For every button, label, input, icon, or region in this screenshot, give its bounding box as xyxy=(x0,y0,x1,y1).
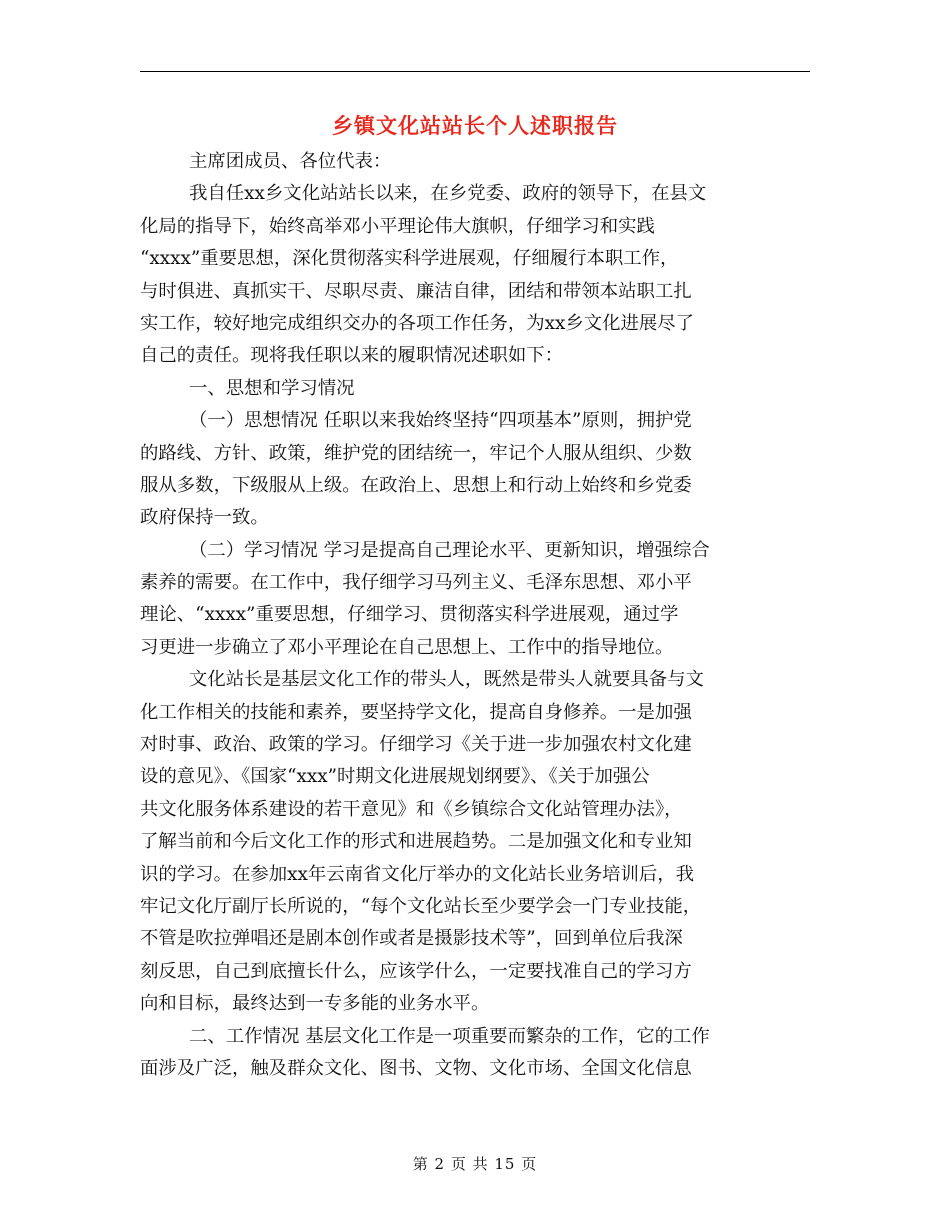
text-line: 实工作，较好地完成组织交办的各项工作任务，为xx乡文化进展尽了 xyxy=(140,312,695,334)
header-rule xyxy=(140,71,810,72)
text-line: 服从多数，下级服从上级。在政治上、思想上和行动上始终和乡党委 xyxy=(140,474,692,496)
text-line: 与时俱进、真抓实干、尽职尽责、廉洁自律，团结和带领本站职工扎 xyxy=(140,280,692,302)
text-line: 化局的指导下，始终高举邓小平理论伟大旗帜，仔细学习和实践 xyxy=(140,215,655,237)
text-line: 的路线、方针、政策，维护党的团结统一，牢记个人服从组织、少数 xyxy=(140,442,692,464)
text-line: 共文化服务体系建设的若干意见》和《乡镇综合文化站管理办法》， xyxy=(140,798,683,820)
text-line: 向和目标，最终达到一专多能的业务水平。 xyxy=(140,993,490,1015)
text-line: 习更进一步确立了邓小平理论在自己思想上、工作中的指导地位。 xyxy=(140,636,674,658)
text-line: 了解当前和今后文化工作的形式和进展趋势。二是加强文化和专业知 xyxy=(140,831,692,853)
text-line: 主席团成员、各位代表： xyxy=(189,151,392,172)
text-line: 理论、“xxxx”重要思想，仔细学习、贯彻落实科学进展观，通过学 xyxy=(140,604,679,626)
text-line: 面涉及广泛，触及群众文化、图书、文物、文化市场、全国文化信息 xyxy=(140,1057,692,1079)
page-number: 第 2 页 共 15 页 xyxy=(412,1155,538,1173)
text-line: 识的学习。在参加xx年云南省文化厅举办的文化站长业务培训后，我 xyxy=(140,863,695,885)
document-title: 乡镇文化站站长个人述职报告 xyxy=(332,113,618,138)
text-line: 文化站长是基层文化工作的带头人，既然是带头人就要具备与文 xyxy=(189,669,704,691)
text-line: （一）思想情况 任职以来我始终坚持“四项基本”原则，拥护党 xyxy=(189,410,692,432)
text-line: 化工作相关的技能和素养，要坚持学文化，提高自身修养。一是加强 xyxy=(140,701,692,723)
text-line: 政府保持一致。 xyxy=(140,507,269,529)
text-line: 不管是吹拉弹唱还是剧本创作或者是摄影技术等”，回到单位后我深 xyxy=(140,928,683,950)
text-line: 设的意见》、《国家“xxx”时期文化进展规划纲要》、《关于加强公 xyxy=(140,766,650,788)
text-line: （二）学习情况 学习是提高自己理论水平、更新知识，增强综合 xyxy=(189,539,710,561)
text-line: 自己的责任。现将我任职以来的履职情况述职如下： xyxy=(140,345,563,367)
text-line: 刻反思，自己到底擅长什么，应该学什么，一定要找准自己的学习方 xyxy=(140,960,692,982)
text-line: “xxxx”重要思想，深化贯彻落实科学进展观，仔细履行本职工作， xyxy=(140,248,679,270)
document-body xyxy=(140,146,820,1085)
text-line: 牢记文化厅副厅长所说的，“每个文化站长至少要学会一门专业技能， xyxy=(140,895,702,917)
section-heading: 二、工作情况 基层文化工作是一项重要而繁杂的工作，它的工作 xyxy=(189,1025,710,1047)
text-line: 素养的需要。在工作中，我仔细学习马列主义、毛泽东思想、邓小平 xyxy=(140,572,692,594)
text-line: 我自任xx乡文化站站长以来，在乡党委、政府的领导下，在县文 xyxy=(189,183,707,205)
text-line: 对时事、政治、政策的学习。仔细学习《关于进一步加强农村文化建 xyxy=(140,734,692,756)
section-heading: 一、思想和学习情况 xyxy=(189,377,355,399)
